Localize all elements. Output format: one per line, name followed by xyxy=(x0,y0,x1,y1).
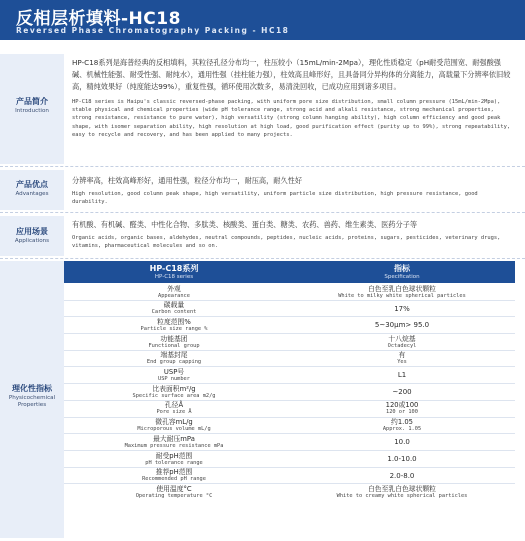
table-row xyxy=(64,434,515,451)
row-value-zh: 白色至乳白色球状颗粒 xyxy=(368,485,436,494)
advantages-body xyxy=(72,175,515,206)
row-value-zh: 有 xyxy=(398,351,406,360)
divider-advantages xyxy=(0,212,525,213)
row-value-text: L1 xyxy=(397,371,407,380)
intro-label-en: Introduction xyxy=(15,108,49,114)
row-name xyxy=(64,384,284,400)
row-name-zh: 外观 xyxy=(167,284,181,293)
advantages-label xyxy=(0,170,64,210)
row-value xyxy=(289,434,515,450)
row-value-en: White to creamy white spherical particles xyxy=(336,493,468,500)
row-name-zh: 耐受pH范围 xyxy=(155,451,193,460)
row-name-en: Specific surface area m2/g xyxy=(132,392,216,399)
page-title: 反相层析填料-HC18 xyxy=(16,9,181,29)
row-name-zh: 比表面积m²/g xyxy=(152,384,196,393)
row-name xyxy=(64,317,284,333)
row-name-zh: USP号 xyxy=(163,368,185,377)
table-row xyxy=(64,368,515,385)
row-name xyxy=(64,468,284,484)
table-row xyxy=(64,468,515,485)
row-name xyxy=(64,334,284,350)
applications-text-zh: 有机酸、有机碱、醛类、中性化合物、多肽类、核酸类、蛋白类、糖类、农药、兽药、维生素类、医药分子等 xyxy=(72,220,418,229)
row-value-en: Approx. 1.05 xyxy=(382,426,422,433)
header-series-en: HP-C18 series xyxy=(154,274,194,280)
row-value-text: 17% xyxy=(394,304,410,313)
divider-applications xyxy=(0,258,525,259)
table-row xyxy=(64,451,515,468)
row-name xyxy=(64,351,284,367)
row-name xyxy=(64,284,284,300)
row-value-zh: 白色至乳白色球状颗粒 xyxy=(368,284,436,293)
row-value-text: 1.0-10.0 xyxy=(387,454,417,463)
table-row xyxy=(64,334,515,351)
row-name xyxy=(64,451,284,467)
row-value-en: Yes xyxy=(397,359,407,366)
row-value xyxy=(289,368,515,384)
row-name-en: Pore size Å xyxy=(156,409,192,416)
row-value xyxy=(289,484,515,501)
advantages-text-zh: 分辨率高，柱效高峰形好，通用性强，粒径分布均一，耐压高，耐久性好 xyxy=(72,176,303,185)
row-name-en: End group capping xyxy=(146,359,202,366)
row-name-zh: 使用温度°C xyxy=(156,485,192,494)
row-value xyxy=(289,301,515,317)
row-value-text: 5~30μm> 95.0 xyxy=(374,321,430,330)
table-row xyxy=(64,401,515,418)
row-value-en: Octadecyl xyxy=(387,342,417,349)
row-value xyxy=(289,401,515,417)
intro-body xyxy=(72,57,515,139)
row-name-zh: 功能基团 xyxy=(160,334,188,343)
table-row xyxy=(64,484,515,501)
row-value-text: 10.0 xyxy=(394,438,410,447)
table-row xyxy=(64,317,515,334)
intro-text-en: HP-C18 series is Haipu's classic reversed-phase packing, with uniform pore size distribution, small column pressure (15mL/min-2Mpa), stable physical and chemical properties (wide pH tolerance range, strong acid and alkali resistance, strong mechanical properties, strong resistance, resistance to pure water), high versatility (strong column hanging ability), high column efficiency and good peak shape, with isomer separation ability, high resolution at high load, good purification effect (purity up to 99%), strong repeatability, easy to recycle and recovery, and has been applied to many projects. xyxy=(72,99,511,138)
applications-label-zh: 应用场景 xyxy=(16,227,48,236)
applications-label xyxy=(0,216,64,256)
properties-label-zh: 理化性指标 xyxy=(12,384,52,393)
row-value xyxy=(289,468,515,484)
row-name-en: Recommended pH range xyxy=(142,476,206,483)
row-name-en: Operating temperature °C xyxy=(135,493,213,500)
row-value-zh: 约1.05 xyxy=(391,418,413,427)
row-value xyxy=(289,317,515,333)
intro-text-zh: HP-C18系列是海普经典的反相填料，其粒径孔径分布均一，柱压较小（15mL/min-2Mpa），理化性质稳定（pH耐受范围宽、耐强酸强碱、机械性能强、耐受性强、耐纯水），通用性强（挂柱能力强），柱效高且峰形好，且具备同分异构体的分离能力，高载量下分辨率依旧较高，精纯效果好（纯度能达99%），重复性强，循环使用次数多，易清洗回收，已成功应用到诸多项目。 xyxy=(72,58,511,91)
properties-label xyxy=(0,261,64,538)
row-value-text: ~200 xyxy=(392,388,412,397)
row-value xyxy=(289,418,515,434)
row-value xyxy=(289,334,515,350)
row-name-zh: 最大耐压mPa xyxy=(153,434,195,443)
row-name xyxy=(64,401,284,417)
row-name-en: Carbon content xyxy=(151,309,197,316)
header-spec-zh: 指标 xyxy=(394,264,410,273)
row-name-en: pH tolerance range xyxy=(145,459,203,466)
table-row xyxy=(64,351,515,368)
row-name-en: Functional group xyxy=(148,342,200,349)
table-row xyxy=(64,301,515,318)
header-spec xyxy=(289,263,515,280)
table-row xyxy=(64,418,515,435)
page-subtitle: Reversed Phase Chromatography Packing - HC18 xyxy=(16,26,290,35)
row-name-zh: 孔径Å xyxy=(164,401,184,410)
intro-label-zh: 产品简介 xyxy=(16,97,48,106)
row-name-zh: 粒度范围% xyxy=(157,317,191,326)
row-name xyxy=(64,368,284,384)
row-value xyxy=(289,351,515,367)
row-value xyxy=(289,384,515,400)
applications-body xyxy=(72,219,515,250)
row-name-zh: 碳载量 xyxy=(163,301,185,310)
row-name xyxy=(64,434,284,450)
table-row xyxy=(64,284,515,301)
row-name xyxy=(64,484,284,501)
row-value-en: 120 or 100 xyxy=(386,409,418,416)
row-value xyxy=(289,284,515,300)
divider-intro xyxy=(0,166,525,167)
row-value-en: White to milky white spherical particles xyxy=(338,292,466,299)
row-name-zh: 推荐pH范围 xyxy=(155,468,193,477)
row-name-en: Microporous volume mL/g xyxy=(137,426,211,433)
row-value xyxy=(289,451,515,467)
row-name xyxy=(64,418,284,434)
row-value-text: 2.0-8.0 xyxy=(389,471,415,480)
header-series xyxy=(64,263,284,280)
table-row xyxy=(64,384,515,401)
row-value-zh: 120或100 xyxy=(385,401,419,410)
advantages-text-en: High resolution, good column peak shape, high versatility, uniform particle size distribution, high pressure resistance, good durability. xyxy=(72,191,478,206)
properties-label-en: Physicochemical Properties xyxy=(8,395,56,408)
spec-table-header xyxy=(64,261,515,283)
row-name-en: Maximum pressure resistance mPa xyxy=(124,442,224,449)
intro-label xyxy=(0,54,64,164)
header-series-zh: HP-C18系列 xyxy=(149,264,199,273)
applications-text-en: Organic acids, organic bases, aldehydes, neutral compounds, peptides, nucleic acids, proteins, sugars, pesticides, veterinary drugs, vitamins, pharmaceutical molecules and so on. xyxy=(72,235,501,250)
header-spec-en: Specification xyxy=(384,274,420,280)
row-name-en: USP number xyxy=(158,376,190,383)
row-name-zh: 端基封尾 xyxy=(160,351,188,360)
row-value-zh: 十八烷基 xyxy=(388,334,416,343)
applications-label-en: Applications xyxy=(14,238,50,244)
row-name xyxy=(64,301,284,317)
title-banner xyxy=(0,0,525,40)
row-name-en: Particle size range % xyxy=(140,325,208,332)
row-name-zh: 微孔容mL/g xyxy=(155,418,193,427)
advantages-label-en: Advantages xyxy=(15,191,49,197)
advantages-label-zh: 产品优点 xyxy=(16,180,48,189)
row-name-en: Appearance xyxy=(158,292,190,299)
